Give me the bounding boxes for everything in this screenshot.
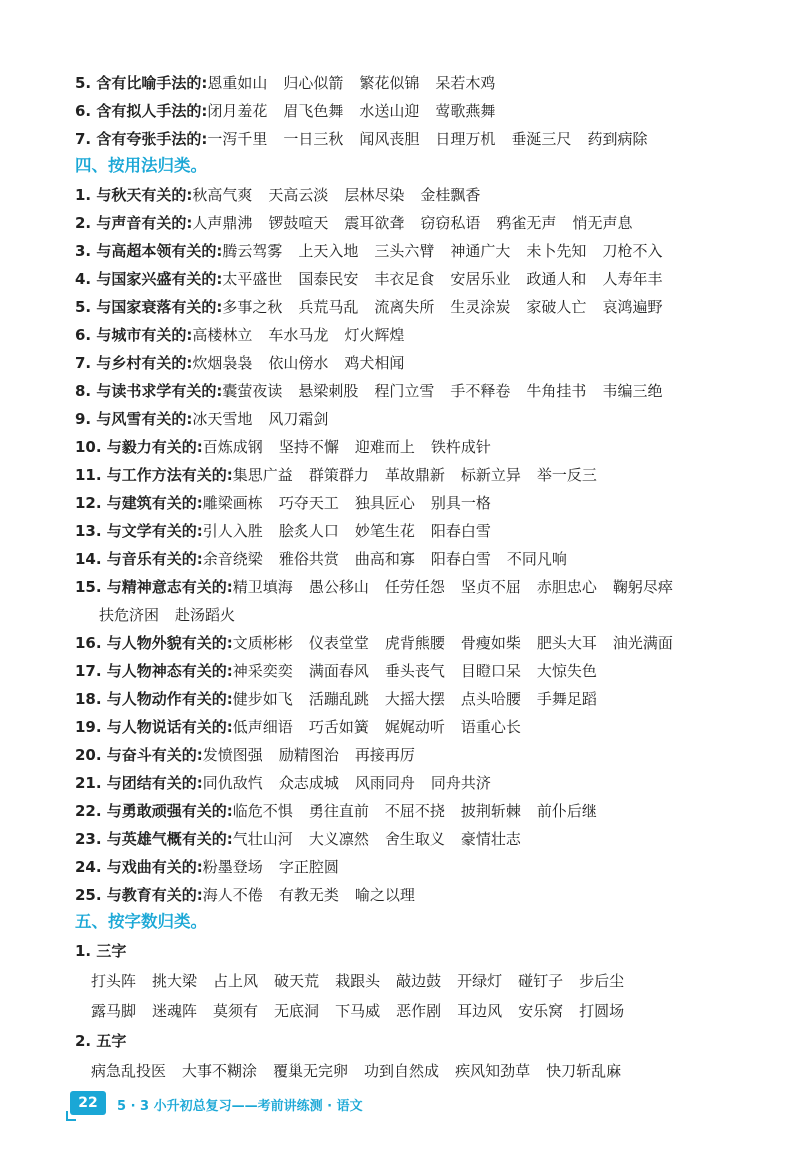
item-label: 25. 与教育有关的 [75,886,197,904]
list-item [75,73,760,93]
idiom: 风刀霜剑 [268,410,329,428]
idiom: 坚持不懈 [278,438,339,456]
colon: : [226,662,233,680]
item-label: 23. 与英雄气概有关的 [75,830,227,848]
idiom: 披荆斩棘 [460,802,521,820]
idiom: 哀鸿遍野 [602,298,663,316]
phrase: 快刀斩乱麻 [546,1062,622,1080]
item-label: 6. 含有拟人手法的 [75,102,202,120]
phrase: 下马威 [335,1002,381,1020]
list-item [75,885,760,905]
idiom: 文质彬彬 [232,634,293,652]
list-item [75,409,760,429]
item-label: 20. 与奋斗有关的 [75,746,197,764]
idiom: 气壮山河 [232,830,293,848]
idiom: 语重心长 [460,718,521,736]
list-item [75,241,760,261]
list-item [75,633,760,653]
colon: : [226,690,233,708]
item-label: 22. 与勇敢顽强有关的 [75,802,227,820]
phrase: 耳边风 [457,1002,503,1020]
idiom: 坚贞不屈 [460,578,521,596]
idiom: 赴汤蹈火 [175,606,236,624]
idiom: 归心似箭 [283,74,344,92]
idiom: 任劳任怨 [384,578,445,596]
colon: : [196,550,203,568]
idiom: 别具一格 [430,494,491,512]
idiom: 不同凡响 [506,550,567,568]
idiom: 赤胆忠心 [536,578,597,596]
list-item [75,689,760,709]
idiom: 生灵涂炭 [450,298,511,316]
idiom: 巧夺天工 [278,494,339,512]
idiom: 炊烟袅袅 [192,354,253,372]
idiom: 刀枪不入 [602,242,663,260]
idiom: 发愤图强 [202,746,263,764]
idiom: 莺歌燕舞 [435,102,496,120]
idiom: 喻之以理 [354,886,415,904]
phrase: 恶作剧 [396,1002,442,1020]
section-title: 四、按用法归类。 [75,156,207,175]
item-label: 11. 与工作方法有关的 [75,466,227,484]
colon: : [216,298,223,316]
idiom: 众志成城 [278,774,339,792]
idiom: 安居乐业 [450,270,511,288]
list-item [75,493,760,513]
idiom: 一日三秋 [283,130,344,148]
idiom: 妙笔生花 [354,522,415,540]
idiom: 举一反三 [536,466,597,484]
idiom: 依山傍水 [268,354,329,372]
idiom: 神采奕奕 [232,662,293,680]
colon: : [186,214,193,232]
idiom: 娓娓动听 [384,718,445,736]
idiom: 未卜先知 [526,242,587,260]
idiom: 闭月羞花 [207,102,268,120]
idiom: 垂头丧气 [384,662,445,680]
idiom: 阳春白雪 [430,522,491,540]
item-label: 17. 与人物神态有关的 [75,662,227,680]
idiom: 革故鼎新 [384,466,445,484]
phrase: 占上风 [213,972,259,990]
idiom: 车水马龙 [268,326,329,344]
idiom: 悬梁刺股 [298,382,359,400]
idiom: 满面春风 [308,662,369,680]
item-label: 1. 与秋天有关的 [75,186,187,204]
idiom: 冰天雪地 [192,410,253,428]
idiom: 一泻千里 [207,130,268,148]
item-label: 8. 与读书求学有关的 [75,382,217,400]
idiom: 雕梁画栋 [202,494,263,512]
idiom: 肥头大耳 [536,634,597,652]
idiom: 震耳欲聋 [344,214,405,232]
word-row [91,1001,624,1021]
item-label: 19. 与人物说话有关的 [75,718,227,736]
colon: : [196,438,203,456]
idiom: 虎背熊腰 [384,634,445,652]
colon: : [196,886,203,904]
item-label: 2. 与声音有关的 [75,214,187,232]
idiom: 繁花似锦 [359,74,420,92]
idiom: 曲高和寡 [354,550,415,568]
list-item [75,717,760,737]
idiom: 眉飞色舞 [283,102,344,120]
item-label: 12. 与建筑有关的 [75,494,197,512]
idiom: 神通广大 [450,242,511,260]
idiom: 低声细语 [232,718,293,736]
phrase: 疾风知劲草 [455,1062,531,1080]
idiom: 兵荒马乱 [298,298,359,316]
colon: : [216,270,223,288]
idiom: 上天入地 [298,242,359,260]
item-label: 13. 与文学有关的 [75,522,197,540]
idiom: 层林尽染 [344,186,405,204]
idiom: 流离失所 [374,298,435,316]
idiom: 高楼林立 [192,326,253,344]
colon: : [201,102,208,120]
page-number: 22 [70,1091,106,1115]
colon: : [226,718,233,736]
idiom: 大惊失色 [536,662,597,680]
idiom: 不屈不挠 [384,802,445,820]
idiom: 油光满面 [612,634,673,652]
idiom: 手不释卷 [450,382,511,400]
item-label: 15. 与精神意志有关的 [75,578,227,596]
item-label: 6. 与城市有关的 [75,326,187,344]
list-item [75,101,760,121]
idiom: 有教无类 [278,886,339,904]
idiom: 鸡犬相闻 [344,354,405,372]
colon: : [196,746,203,764]
list-item [75,521,760,541]
idiom: 灯火辉煌 [344,326,405,344]
list-item [75,745,760,765]
idiom: 粉墨登场 [202,858,263,876]
idiom: 点头哈腰 [460,690,521,708]
idiom: 集思广益 [232,466,293,484]
item-label: 16. 与人物外貌有关的 [75,634,227,652]
list-item [75,185,760,205]
idiom: 牛角挂书 [526,382,587,400]
idiom: 引人入胜 [202,522,263,540]
idiom: 精卫填海 [232,578,293,596]
idiom: 秋高气爽 [192,186,253,204]
idiom: 同舟共济 [430,774,491,792]
phrase: 莫须有 [213,1002,259,1020]
list-item [75,465,760,485]
phrase: 破天荒 [274,972,320,990]
idiom: 大摇大摆 [384,690,445,708]
idiom: 字正腔圆 [278,858,339,876]
idiom: 窃窃私语 [420,214,481,232]
list-item [75,801,760,821]
colon: : [226,830,233,848]
idiom: 政通人和 [526,270,587,288]
book-title: 5 · 3 小升初总复习——考前讲练测 · 语文 [117,1099,363,1114]
list-item [75,857,760,877]
idiom: 天高云淡 [268,186,329,204]
item-label: 21. 与团结有关的 [75,774,197,792]
colon: : [216,382,223,400]
colon: : [186,326,193,344]
colon: : [216,242,223,260]
word-row [91,1061,621,1081]
colon: : [196,522,203,540]
idiom: 舍生取义 [384,830,445,848]
item-label: 5. 含有比喻手法的 [75,74,202,92]
list-item [75,829,760,849]
idiom: 悄无声息 [572,214,633,232]
idiom: 铁杵成针 [430,438,491,456]
phrase: 覆巢无完卵 [273,1062,349,1080]
phrase: 功到自然成 [364,1062,440,1080]
item-label: 4. 与国家兴盛有关的 [75,270,217,288]
idiom: 愚公移山 [308,578,369,596]
colon: : [226,802,233,820]
phrase: 安乐窝 [518,1002,564,1020]
idiom: 风雨同舟 [354,774,415,792]
idiom: 余音绕梁 [202,550,263,568]
idiom: 大义凛然 [308,830,369,848]
idiom: 再接再厉 [354,746,415,764]
phrase: 挑大梁 [152,972,198,990]
idiom: 独具匠心 [354,494,415,512]
idiom: 骨瘦如柴 [460,634,521,652]
phrase: 栽跟头 [335,972,381,990]
phrase: 迷魂阵 [152,1002,198,1020]
list-item [75,577,760,597]
idiom: 健步如飞 [232,690,293,708]
list-item [75,129,760,149]
idiom: 金桂飘香 [420,186,481,204]
phrase: 病急乱投医 [91,1062,167,1080]
idiom: 临危不惧 [232,802,293,820]
idiom: 鸦雀无声 [496,214,557,232]
group-label: 1. 三字 [75,942,127,960]
idiom: 仪表堂堂 [308,634,369,652]
idiom: 闻风丧胆 [359,130,420,148]
idiom: 国泰民安 [298,270,359,288]
idiom: 同仇敌忾 [202,774,263,792]
section-title: 五、按字数归类。 [75,912,207,931]
colon: : [186,354,193,372]
list-item [75,661,760,681]
idiom: 恩重如山 [207,74,268,92]
colon: : [226,634,233,652]
colon: : [196,774,203,792]
idiom: 太平盛世 [222,270,283,288]
list-item [75,297,760,317]
idiom: 群策群力 [308,466,369,484]
idiom: 丰衣足食 [374,270,435,288]
word-row [91,971,624,991]
colon: : [196,494,203,512]
idiom: 锣鼓喧天 [268,214,329,232]
list-item [75,773,760,793]
idiom: 鞠躬尽瘁 [612,578,673,596]
list-item [75,269,760,289]
idiom: 多事之秋 [222,298,283,316]
phrase: 打圆场 [579,1002,625,1020]
phrase: 打头阵 [91,972,137,990]
item-label: 5. 与国家衰落有关的 [75,298,217,316]
phrase: 碰钉子 [518,972,564,990]
idiom: 人声鼎沸 [192,214,253,232]
idiom: 励精图治 [278,746,339,764]
colon: : [201,74,208,92]
page-footer [64,1089,464,1119]
colon: : [186,186,193,204]
colon: : [226,466,233,484]
idiom: 百炼成钢 [202,438,263,456]
item-label: 3. 与高超本领有关的 [75,242,217,260]
idiom: 囊萤夜读 [222,382,283,400]
item-label: 24. 与戏曲有关的 [75,858,197,876]
list-item [75,353,760,373]
idiom: 活蹦乱跳 [308,690,369,708]
idiom: 脍炙人口 [278,522,339,540]
idiom: 海人不倦 [202,886,263,904]
idiom: 韦编三绝 [602,382,663,400]
phrase: 开绿灯 [457,972,503,990]
phrase: 无底洞 [274,1002,320,1020]
idiom: 雅俗共赏 [278,550,339,568]
idiom: 垂涎三尺 [511,130,572,148]
list-item-continuation [99,605,235,625]
item-label: 10. 与毅力有关的 [75,438,197,456]
colon: : [186,410,193,428]
idiom: 呆若木鸡 [435,74,496,92]
idiom: 程门立雪 [374,382,435,400]
phrase: 大事不糊涂 [182,1062,258,1080]
idiom: 标新立异 [460,466,521,484]
list-item [75,213,760,233]
idiom: 日理万机 [435,130,496,148]
idiom: 阳春白雪 [430,550,491,568]
item-label: 18. 与人物动作有关的 [75,690,227,708]
colon: : [196,858,203,876]
idiom: 三头六臂 [374,242,435,260]
idiom: 家破人亡 [526,298,587,316]
colon: : [226,578,233,596]
idiom: 人寿年丰 [602,270,663,288]
idiom: 腾云驾雾 [222,242,283,260]
idiom: 迎难而上 [354,438,415,456]
idiom: 扶危济困 [99,606,160,624]
idiom: 巧舌如簧 [308,718,369,736]
idiom: 前仆后继 [536,802,597,820]
list-item [75,549,760,569]
idiom: 手舞足蹈 [536,690,597,708]
idiom: 勇往直前 [308,802,369,820]
list-item [75,381,760,401]
colon: : [201,130,208,148]
phrase: 露马脚 [91,1002,137,1020]
idiom: 豪情壮志 [460,830,521,848]
group-label: 2. 五字 [75,1032,127,1050]
phrase: 步后尘 [579,972,625,990]
phrase: 敲边鼓 [396,972,442,990]
list-item [75,437,760,457]
item-label: 14. 与音乐有关的 [75,550,197,568]
item-label: 7. 含有夸张手法的 [75,130,202,148]
idiom: 药到病除 [587,130,648,148]
list-item [75,325,760,345]
item-label: 7. 与乡村有关的 [75,354,187,372]
idiom: 水送山迎 [359,102,420,120]
idiom: 目瞪口呆 [460,662,521,680]
item-label: 9. 与风雪有关的 [75,410,187,428]
